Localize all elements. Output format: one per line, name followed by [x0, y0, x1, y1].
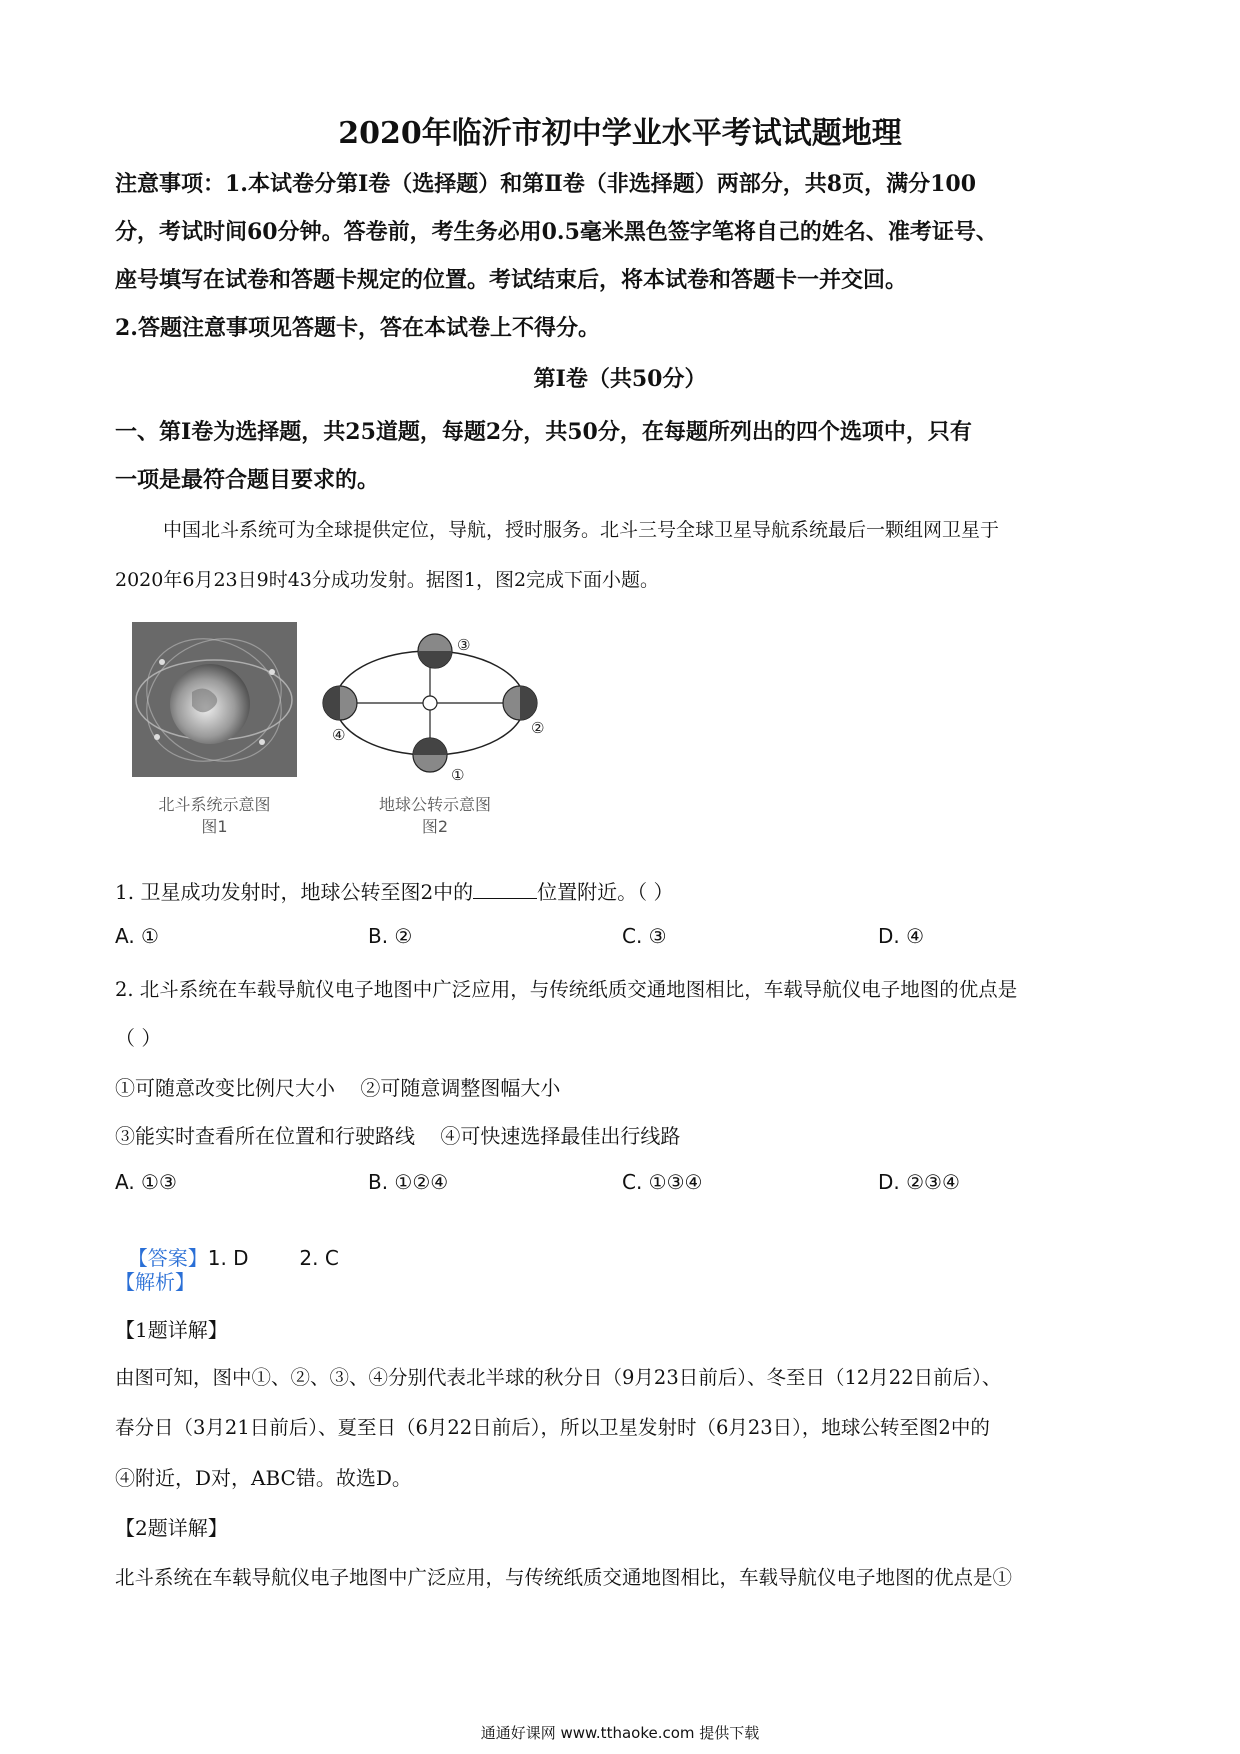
figure-2-caption: [340, 794, 530, 838]
passage-line-2: 2020年6月23日9时43分成功发射。据图1，图2完成下面小题。: [115, 569, 660, 591]
detail-2-line-1: 北斗系统在车载导航仪电子地图中广泛应用，与传统纸质交通地图相比，车载导航仪电子地图的优点是①: [115, 1566, 1013, 1589]
label-circle-3: ③: [457, 636, 471, 654]
detail-1-line-2: 春分日（3月21日前后）、夏至日（6月22日前后），所以卫星发射时（6月23日），地球公转至图2中的: [115, 1416, 990, 1439]
question-2-items-1: ①可随意改变比例尺大小 ②可随意调整图幅大小: [115, 1076, 561, 1100]
passage-line-1: 中国北斗系统可为全球提供定位，导航，授时服务。北斗三号全球卫星导航系统最后一颗组网卫星于: [163, 519, 1000, 541]
question-2-bracket: （ ）: [115, 1026, 162, 1050]
passage: [115, 505, 1125, 605]
earth-right: [503, 686, 537, 720]
analysis-label: 【解析】: [115, 1270, 195, 1294]
earth-left: [323, 686, 357, 720]
question-2-option-d: D. ②③④: [878, 1170, 960, 1194]
notice-block: [115, 160, 1125, 352]
figure-2-caption-title: 地球公转示意图: [378, 795, 491, 814]
question-1-option-c: C. ③: [622, 924, 667, 948]
question-2-option-b: B. ①②④: [368, 1170, 449, 1194]
answer-text: 1. D 2. C: [207, 1246, 339, 1270]
figure-1-caption: [132, 794, 297, 838]
question-2-option-a: A. ①③: [115, 1170, 177, 1194]
question-2-stem: 2. 北斗系统在车载导航仪电子地图中广泛应用，与传统纸质交通地图相比，车载导航仪电子地图的优点是: [115, 978, 1018, 1001]
figure-1-beidou-image: [132, 622, 297, 777]
question-1-option-b: B. ②: [368, 924, 413, 948]
question-2-option-c: C. ①③④: [622, 1170, 703, 1194]
label-circle-1: ①: [451, 766, 465, 784]
answer-label: 【答案】: [127, 1246, 208, 1270]
detail-1-line-3: ④附近，D对，ABC错。故选D。: [115, 1466, 412, 1490]
question-1-stem-b: 位置附近。（ ）: [537, 880, 674, 904]
answer-line: [115, 1218, 339, 1271]
detail-1-label: 【1题详解】: [115, 1318, 228, 1342]
detail-1-line-1: 由图可知，图中①、②、③、④分别代表北半球的秋分日（9月23日前后）、冬至日（12月22日前后）、: [115, 1366, 1002, 1389]
answer-blank: [473, 880, 537, 899]
page-title: 2020年临沂市初中学业水平考试试题地理: [338, 116, 902, 151]
footer-source: 通通好课网 www.tthaoke.com 提供下载: [480, 1724, 760, 1742]
instruction-line-2: 一项是最符合题目要求的。: [115, 467, 380, 493]
question-1-option-d: D. ④: [878, 924, 925, 948]
earth-top: [418, 634, 452, 668]
figure-1-caption-number: 图1: [201, 817, 228, 836]
question-1-stem-a: 1. 卫星成功发射时，地球公转至图2中的: [115, 880, 474, 904]
question-1-option-a: A. ①: [115, 924, 159, 948]
label-circle-4: ④: [332, 726, 346, 744]
instruction-block: [115, 408, 1125, 504]
figure-1-caption-title: 北斗系统示意图: [158, 795, 271, 814]
figure-2-earth-revolution-diagram: [315, 628, 555, 788]
notice-line-2: 分，考试时间60分钟。答卷前，考生务必用0.5毫米黑色签字笔将自己的姓名、准考证号、: [115, 219, 998, 245]
notice-line-3: 座号填写在试卷和答题卡规定的位置。考试结束后，将本试卷和答题卡一并交回。: [115, 267, 908, 293]
figure-2-caption-number: 图2: [421, 817, 449, 836]
instruction-line-1: 一、第Ⅰ卷为选择题，共25道题，每题2分，共50分，在每题所列出的四个选项中，只有: [115, 419, 972, 445]
earth-bottom: [413, 738, 447, 772]
section-title: 第Ⅰ卷（共50分）: [533, 366, 707, 392]
question-1-stem: [115, 876, 674, 905]
notice-line-4: 2.答题注意事项见答题卡，答在本试卷上不得分。: [115, 315, 600, 341]
question-2-items-2: ③能实时查看所在位置和行驶路线 ④可快速选择最佳出行线路: [115, 1124, 681, 1148]
label-circle-2: ②: [531, 719, 545, 737]
notice-line-1: 注意事项：1.本试卷分第Ⅰ卷（选择题）和第Ⅱ卷（非选择题）两部分，共8页，满分100: [115, 171, 977, 197]
detail-2-label: 【2题详解】: [115, 1516, 228, 1540]
